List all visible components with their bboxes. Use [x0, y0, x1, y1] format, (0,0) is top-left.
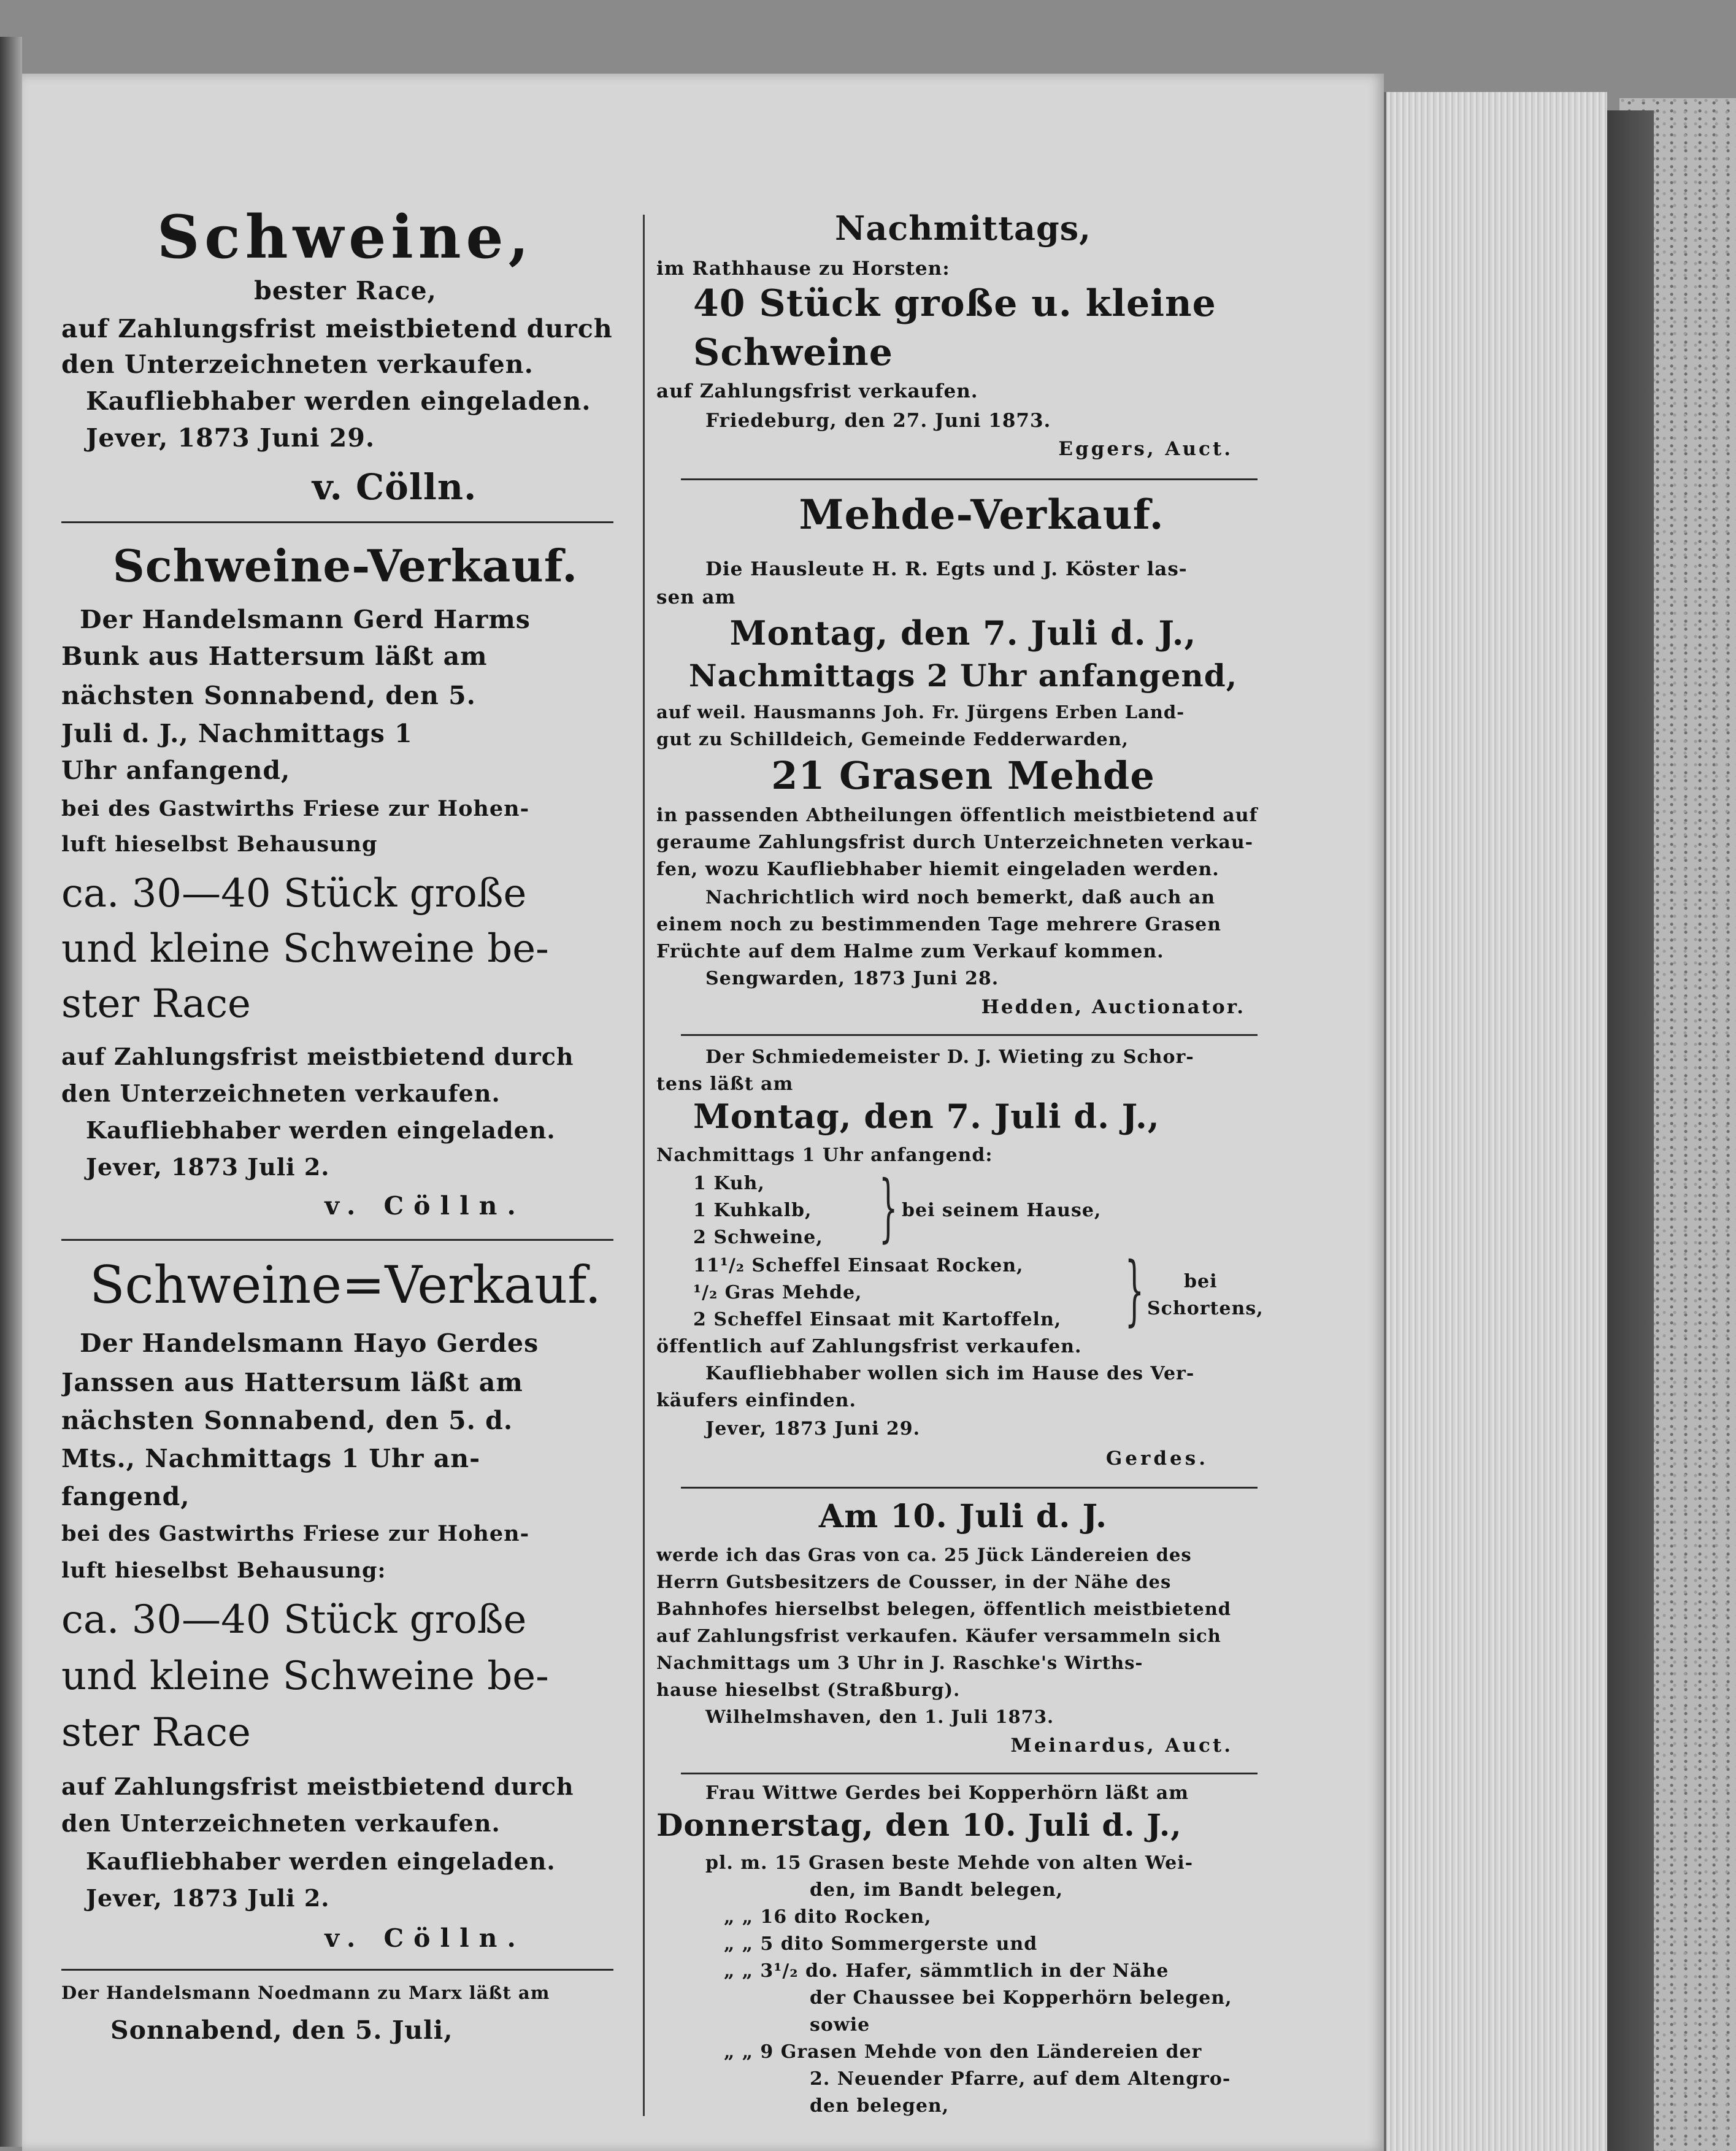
ad-big-line: 40 Stück große u. kleine [693, 282, 1216, 325]
ad-text-line: der Chaussee bei Kopperhörn belegen, [810, 1987, 1232, 2009]
ad-text-line: fangend, [61, 1482, 190, 1511]
ad-date-line: Wilhelmshaven, den 1. Juli 1873. [705, 1706, 1054, 1727]
item-line: 11¹/₂ Scheffel Einsaat Rocken, [693, 1255, 1024, 1276]
ad-big-line: ca. 30—40 Stück große [61, 871, 527, 916]
ad-text-line: Bunk aus Hattersum läßt am [61, 642, 488, 671]
ad-signature: Hedden, Auctionator. [981, 996, 1245, 1018]
ad-date-line: Friedeburg, den 27. Juni 1873. [705, 410, 1051, 432]
ad-text-line: Nachmittags, [835, 209, 1091, 248]
ad-text-line: Uhr anfangend, [61, 756, 291, 785]
ad-big-line: ster Race [61, 1710, 251, 1755]
ad-signature: v. Cölln. [312, 466, 477, 508]
item-line: 1 Kuh, [693, 1173, 765, 1194]
ad-text-line: tens läßt am [656, 1073, 794, 1095]
ad-text-line: den Unterzeichneten verkaufen. [61, 1079, 501, 1107]
ad-signature: Meinardus, Auct. [1010, 1735, 1233, 1757]
item-line: 2 Scheffel Einsaat mit Kartoffeln, [693, 1309, 1062, 1330]
ad-text-line: Mts., Nachmittags 1 Uhr an- [61, 1444, 481, 1473]
ad-separator [61, 1969, 613, 1971]
ad-text-line: den Unterzeichneten verkaufen. [61, 350, 534, 379]
ad-text-line: sen am [656, 586, 736, 608]
ad-text-line: Kaufliebhaber werden eingeladen. [86, 1116, 556, 1144]
ad-date-line: Jever, 1873 Juli 2. [86, 1153, 330, 1181]
ad-text-line: in passenden Abtheilungen öffentlich meistbietend auf [656, 805, 1258, 826]
ad-separator [61, 1239, 613, 1241]
binding-gutter [0, 37, 22, 2147]
ad-text-line: käufers einfinden. [656, 1390, 856, 1411]
ad-headline: Schweine, [156, 202, 534, 272]
ad-text-line: luft hieselbst Behausung [61, 832, 378, 857]
ad-headline: Schweine=Verkauf. [89, 1255, 602, 1315]
ad-text-line: auf Zahlungsfrist meistbietend durch [61, 314, 613, 343]
ad-signature: v. Cölln. [325, 1923, 526, 1953]
ad-signature: Eggers, Auct. [1058, 438, 1233, 460]
ad-big-line: Montag, den 7. Juli d. J., [729, 613, 1197, 653]
ad-text-line: auf Zahlungsfrist verkaufen. Käufer versammeln sich [656, 1625, 1221, 1646]
item-place: bei seinem Hause, [902, 1200, 1102, 1221]
ad-big-line: 21 Grasen Mehde [771, 753, 1155, 798]
ad-big-line: Montag, den 7. Juli d. J., [693, 1097, 1160, 1136]
item-line: 1 Kuhkalb, [693, 1200, 812, 1221]
ad-text-line: auf Zahlungsfrist meistbietend durch [61, 1043, 574, 1070]
ad-text-line: werde ich das Gras von ca. 25 Jück Ländereien des [656, 1544, 1192, 1565]
ad-date-line: Jever, 1873 Juli 2. [86, 1884, 330, 1912]
ad-text-line: Frau Wittwe Gerdes bei Kopperhörn läßt am [705, 1782, 1189, 1804]
ad-text-line: auf Zahlungsfrist verkaufen. [656, 380, 978, 402]
ad-text-line: „ „ 5 dito Sommergerste und [724, 1933, 1038, 1955]
ad-text-line: auf weil. Hausmanns Joh. Fr. Jürgens Erben Land- [656, 702, 1185, 723]
ad-big-line: ca. 30—40 Stück große [61, 1597, 527, 1643]
ad-text-line: Die Hausleute H. R. Egts und J. Köster las- [705, 558, 1188, 580]
ad-text-line: Juli d. J., Nachmittags 1 [61, 719, 413, 748]
ad-text-line: Janssen aus Hattersum läßt am [61, 1368, 523, 1397]
column-divider [643, 215, 645, 2116]
ad-big-line: und kleine Schweine be- [61, 1654, 549, 1699]
ad-text-line: auf Zahlungsfrist meistbietend durch [61, 1773, 574, 1800]
item-place: bei [1184, 1271, 1218, 1292]
item-line: ¹/₂ Gras Mehde, [693, 1282, 862, 1303]
ad-text-line: nächsten Sonnabend, den 5. [61, 681, 476, 710]
ad-text-line: einem noch zu bestimmenden Tage mehrere Grasen [656, 914, 1222, 935]
ad-text-line: Kaufliebhaber werden eingeladen. [86, 1847, 556, 1875]
page-edge-shadow [1605, 110, 1654, 2151]
ad-text-line: Bahnhofes hierselbst belegen, öffentlich meistbietend [656, 1598, 1232, 1619]
page-fore-edge [1384, 92, 1607, 2151]
ad-text-line: den, im Bandt belegen, [810, 1879, 1064, 1901]
ad-big-line: Donnerstag, den 10. Juli d. J., [656, 1807, 1182, 1843]
left-column [61, 74, 629, 2151]
ad-text-line: Der Handelsmann Noedmann zu Marx läßt am [61, 1982, 550, 2003]
ad-text-line: bei des Gastwirths Friese zur Hohen- [61, 1521, 530, 1546]
ad-signature: v. Cölln. [325, 1191, 526, 1221]
ad-big-line: Nachmittags 2 Uhr anfangend, [688, 658, 1238, 694]
ad-text-line: Nachrichtlich wird noch bemerkt, daß auch an [705, 887, 1216, 908]
ad-big-line: und kleine Schweine be- [61, 926, 549, 972]
ad-signature: Gerdes. [1105, 1447, 1208, 1470]
ad-text-line: Sonnabend, den 5. Juli, [110, 2015, 453, 2045]
ad-date-line: Sengwarden, 1873 Juni 28. [705, 968, 999, 989]
ad-text-line: im Rathhause zu Horsten: [656, 258, 950, 280]
newspaper-page [22, 74, 1384, 2151]
ad-text-line: Kaufliebhaber wollen sich im Hause des Ver- [705, 1363, 1195, 1384]
ad-separator [681, 478, 1258, 480]
ad-text-line: Der Schmiedemeister D. J. Wieting zu Schor- [705, 1046, 1194, 1068]
brace-icon: } [1124, 1246, 1145, 1335]
ad-separator [681, 1034, 1258, 1036]
ad-text-line: Der Handelsmann Gerd Harms [80, 605, 531, 634]
ad-separator [61, 521, 613, 523]
ad-text-line: bester Race, [254, 276, 437, 305]
ad-headline: Am 10. Juli d. J. [818, 1498, 1108, 1535]
item-place: Schortens, [1147, 1298, 1264, 1319]
ad-text-line: den belegen, [810, 2095, 950, 2117]
ad-text-line: luft hieselbst Behausung: [61, 1558, 386, 1583]
ad-text-line: „ „ 9 Grasen Mehde von den Ländereien der [724, 2041, 1202, 2063]
ad-text-line: Kaufliebhaber werden eingeladen. [86, 386, 591, 416]
ad-text-line: „ „ 3¹/₂ do. Hafer, sämmtlich in der Nähe [724, 1960, 1169, 1982]
ad-text-line: hause hieselbst (Straßburg). [656, 1679, 961, 1700]
ad-big-line: ster Race [61, 981, 251, 1027]
ad-text-line: Der Handelsmann Hayo Gerdes [80, 1329, 539, 1358]
ad-text-line: Früchte auf dem Halme zum Verkauf kommen. [656, 941, 1164, 962]
item-line: 2 Schweine, [693, 1227, 823, 1248]
ad-separator [681, 1773, 1258, 1774]
ad-text-line: pl. m. 15 Grasen beste Mehde von alten Wei- [705, 1852, 1194, 1874]
ad-text-line: Herrn Gutsbesitzers de Cousser, in der Nähe des [656, 1571, 1172, 1592]
ad-text-line: gut zu Schilldeich, Gemeinde Fedderwarden, [656, 729, 1129, 750]
ad-text-line: sowie [810, 2014, 870, 2036]
ad-text-line: fen, wozu Kaufliebhaber hiemit eingeladen werden. [656, 859, 1219, 880]
ad-text-line: nächsten Sonnabend, den 5. d. [61, 1406, 513, 1435]
right-column [656, 74, 1270, 2151]
ad-text-line: öffentlich auf Zahlungsfrist verkaufen. [656, 1336, 1082, 1357]
ad-big-line: Schweine [693, 331, 893, 374]
ad-date-line: Jever, 1873 Juni 29. [86, 423, 375, 453]
ad-date-line: Jever, 1873 Juni 29. [705, 1418, 921, 1440]
ad-text-line: 2. Neuender Pfarre, auf dem Altengro- [810, 2068, 1231, 2090]
ad-headline: Schweine-Verkauf. [112, 540, 578, 592]
ad-text-line: Nachmittags um 3 Uhr in J. Raschke's Wirths- [656, 1652, 1143, 1673]
brace-icon: } [878, 1165, 898, 1251]
ad-text-line: den Unterzeichneten verkaufen. [61, 1809, 501, 1837]
ad-text-line: geraume Zahlungsfrist durch Unterzeichneten verkau- [656, 832, 1254, 853]
ad-headline: Mehde-Verkauf. [799, 491, 1164, 539]
ad-text-line: „ „ 16 dito Rocken, [724, 1906, 932, 1928]
ad-text-line: bei des Gastwirths Friese zur Hohen- [61, 796, 530, 821]
ad-text-line: Nachmittags 1 Uhr anfangend: [656, 1145, 993, 1166]
ad-separator [681, 1487, 1258, 1489]
